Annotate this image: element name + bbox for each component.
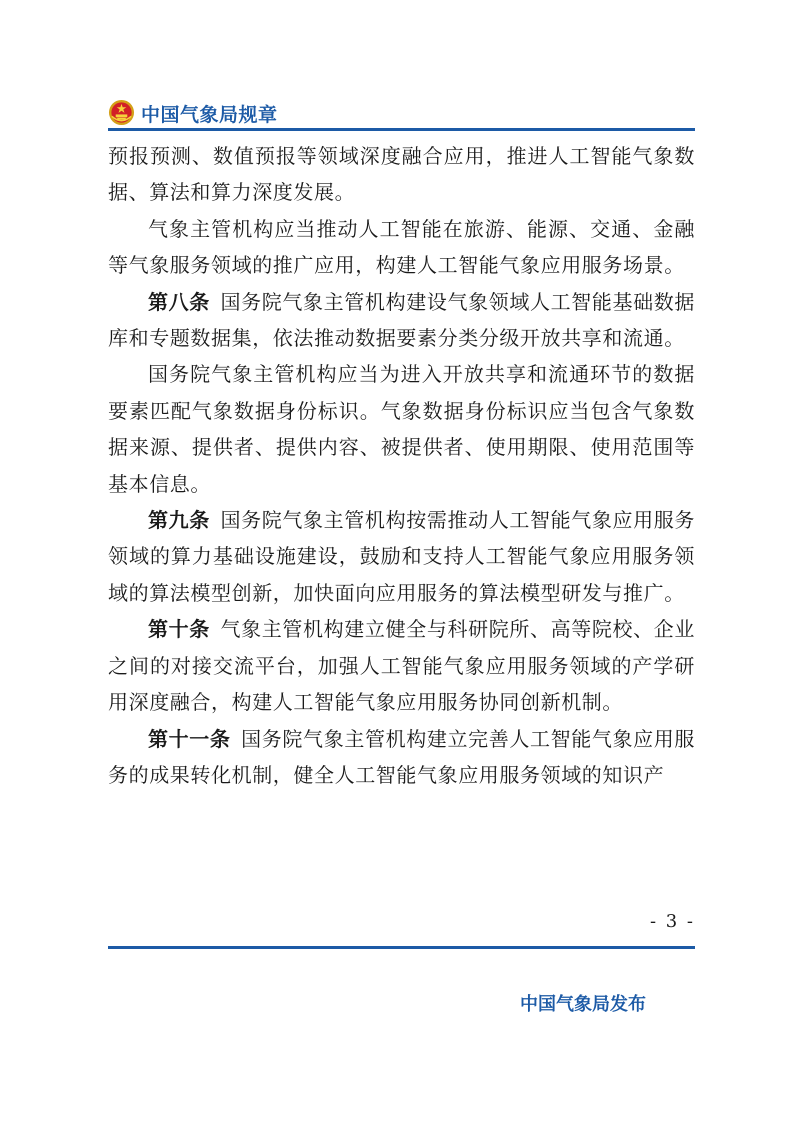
article-number: 第十一条 (148, 726, 231, 751)
regulation-body (108, 138, 695, 793)
paragraph-text: 气象主管机构建立健全与科研院所、高等院校、企业之间的对接交流平台，加强人工智能气象应用服务领域的产学研用深度融合，构建人工智能气象应用服务协同创新机制。 (108, 617, 695, 715)
body-paragraph (108, 284, 695, 357)
paragraph-text: 预报预测、数值预报等领域深度融合应用，推进人工智能气象数据、算法和算力深度发展。 (108, 144, 695, 205)
paragraph-text: 国务院气象主管机构应当为进入开放共享和流通环节的数据要素匹配气象数据身份标识。气象数据身份标识应当包含气象数据来源、提供者、提供内容、被提供者、使用期限、使用范围等基本信息。 (108, 362, 695, 496)
paragraph-text: 国务院气象主管机构按需推动人工智能气象应用服务领域的算力基础设施建设，鼓励和支持人工智能气象应用服务领域的算法模型创新，加快面向应用服务的算法模型研发与推广。 (108, 508, 695, 605)
national-emblem-icon (108, 99, 135, 126)
page-number: - 3 - (649, 911, 695, 932)
publisher-label: 中国气象局发布 (520, 994, 646, 1015)
article-number: 第八条 (148, 289, 210, 314)
body-paragraph (108, 211, 695, 284)
body-paragraph (108, 721, 695, 794)
article-number: 第十条 (148, 617, 210, 642)
body-paragraph (108, 611, 695, 720)
paragraph-text: 国务院气象主管机构建设气象领域人工智能基础数据库和专题数据集，依法推动数据要素分类分级开放共享和流通。 (108, 289, 695, 351)
body-paragraph (108, 356, 695, 502)
brand-title: 中国气象局规章 (141, 104, 278, 126)
article-number: 第九条 (148, 508, 210, 533)
paragraph-text: 气象主管机构应当推动人工智能在旅游、能源、交通、金融等气象服务领域的推广应用，构建人工智能气象应用服务场景。 (108, 216, 695, 278)
page-header (108, 98, 695, 138)
paragraph-text: 国务院气象主管机构建立完善人工智能气象应用服务的成果转化机制，健全人工智能气象应用服务领域的知识产 (108, 726, 696, 787)
header-divider (108, 128, 695, 131)
footer-divider (108, 946, 695, 949)
body-paragraph (108, 138, 695, 211)
body-paragraph (108, 502, 695, 611)
